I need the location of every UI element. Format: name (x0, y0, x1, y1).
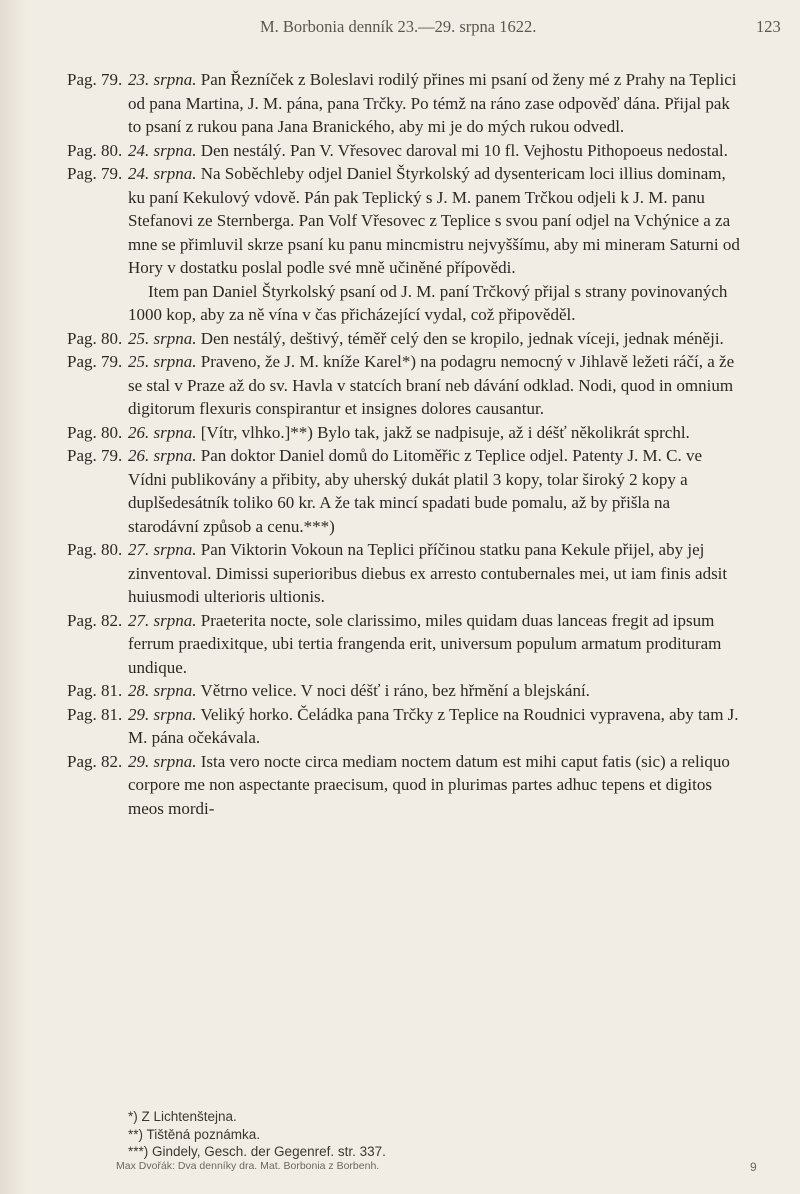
entry-text: Pan Řezníček z Boleslavi rodilý přines mi psaní od ženy mé z Prahy na Teplici od pana Martina, J. M. pána, pana Trčky. Po témž na ráno zase odpověď dána. Přijal pak to psaní z rukou pana Jana Branického, aby mi je do mých rukou odvedl. (128, 70, 737, 136)
diary-entry (0, 679, 800, 703)
entry-page-ref: Pag. 80. (67, 422, 123, 442)
entry-page-ref: Pag. 80. (67, 540, 123, 559)
diary-entry (0, 421, 800, 445)
entry-page-ref: Pag. 82. (67, 751, 123, 771)
page-number: 123 (756, 17, 781, 36)
diary-entry (0, 703, 800, 750)
entry-date: 26. srpna. (128, 446, 197, 465)
imprint-text: Max Dvořák: Dva denníky dra. Mat. Borbonia z Borbenh. (116, 1160, 380, 1172)
entry-text: Den nestálý, deštivý, téměř celý den se kropilo, jednak víceji, jednak méněji. (200, 328, 724, 348)
entry-page-ref: Pag. 80. (67, 140, 123, 160)
footnote: *) Z Lichtenštejna. (128, 1109, 237, 1124)
entry-date: 26. srpna. (128, 422, 197, 442)
entry-text: Větrno velice. V noci déšť i ráno, bez hřmění a blejskání. (200, 681, 590, 700)
diary-entries (0, 68, 800, 820)
entry-page-ref: Pag. 82. (67, 610, 123, 630)
entry-page-ref: Pag. 79. (67, 164, 123, 183)
footnote: **) Tištěná poznámka. (128, 1126, 261, 1142)
entry-date: 27. srpna. (128, 540, 197, 559)
entry-date: 25. srpna. (128, 352, 197, 371)
entry-page-ref: Pag. 80. (67, 328, 123, 348)
running-title: M. Borbonia denník 23.—29. srpna 1622. (260, 17, 537, 36)
diary-entry (0, 350, 800, 421)
entry-date: 23. srpna. (128, 70, 197, 89)
entry-date: 28. srpna. (128, 681, 197, 700)
diary-entry (0, 162, 800, 327)
entry-page-ref: Pag. 81. (67, 704, 123, 724)
entry-text: [Vítr, vlhko.]**) Bylo tak, jakž se nadpisuje, až i déšť několikrát sprchl. (200, 422, 690, 442)
footnote: ***) Gindely, Gesch. der Gegenref. str. 337. (128, 1144, 386, 1159)
signature-mark: 9 (750, 1160, 757, 1174)
diary-entry (0, 68, 800, 139)
entry-text: Den nestálý. Pan V. Vřesovec daroval mi 10 fl. Vejhostu Pithopoeus nedostal. (200, 140, 728, 160)
imprint-line (116, 1160, 756, 1172)
entry-text: Na Soběchleby odjel Daniel Štyrkolský ad dysentericam loci illius dominam, ku paní Kekulový vdově. Pán pak Teplický s J. M. panem Trčkou odjeli k J. M. panu Stefanovi ze Sternberga. Pan Volf Vřesovec z Teplice s svou paní odjel na Vchýnice a za mne se přimluvil skrze psaní ku panu mincmistru nejvyššímu, aby mi mineram Saturni od Hory v dostatku poslal podle své mně učiněné přípovědi. (128, 164, 740, 277)
entry-date: 25. srpna. (128, 328, 197, 348)
diary-entry (0, 444, 800, 538)
entry-text: Pan Viktorin Vokoun na Teplici příčinou statku pana Kekule přijel, aby jej zinventoval. Dimissi superioribus diebus ex arresto contubernales mei, ut iam finis adsit huiusmodi ulterioris ultionis. (128, 540, 728, 606)
entry-text: Pan doktor Daniel domů do Litoměřic z Teplice odjel. Patenty J. M. C. ve Vídni publikovány a přibity, aby uherský dukát platil 3 kopy, tolar široký 2 kopy a duplšedesátník toliko 60 kr. A že tak mincí spadati bude pomalu, až by přišla na starodávní způsob a cenu.***) (128, 446, 703, 536)
entry-date: 24. srpna. (128, 140, 197, 160)
entry-page-ref: Pag. 79. (67, 70, 123, 89)
entry-date: 29. srpna. (128, 751, 197, 771)
entry-text-continued: Item pan Daniel Štyrkolský psaní od J. M. paní Trčkový přijal s strany povinovaných 1000 kop, aby za ně vína v čas přicházející vydal, což připověděl. (128, 281, 728, 324)
diary-entry (0, 609, 800, 680)
entry-date: 24. srpna. (128, 164, 197, 183)
diary-entry (0, 538, 800, 609)
entry-text: Praveno, že J. M. kníže Karel*) na podagru nemocný v Jihlavě ležeti ráčí, a že se stal v Praze až do sv. Havla v statcích braní neb dávání odklad. Nodi, quod in omnium digitorum flexuris conspirantur et insignes dolores causantur. (128, 352, 735, 418)
diary-entry (0, 750, 800, 821)
footnotes (0, 1108, 800, 1161)
entry-page-ref: Pag. 79. (67, 446, 123, 465)
diary-entry (0, 139, 800, 163)
entry-text: Veliký horko. Čeládka pana Trčky z Teplice na Roudnici vypravena, aby tam J. M. pána očekávala. (128, 704, 739, 747)
entry-date: 27. srpna. (128, 610, 197, 630)
entry-text: Praeterita nocte, sole clarissimo, miles quidam duas lanceas fregit ad ipsum ferrum praedixitque, ubi tertia frangenda erit, universum populum armatum prodituram undique. (128, 610, 722, 677)
entry-date: 29. srpna. (128, 704, 197, 724)
entry-page-ref: Pag. 79. (67, 352, 123, 371)
diary-entry (0, 327, 800, 351)
entry-page-ref: Pag. 81. (67, 681, 123, 700)
entry-text: Ista vero nocte circa mediam noctem datum est mihi caput fatis (sic) a reliquo corpore me non aspectante praecisum, quod in plurimas partes adhuc tepens et digitos meos mordi- (128, 751, 730, 818)
